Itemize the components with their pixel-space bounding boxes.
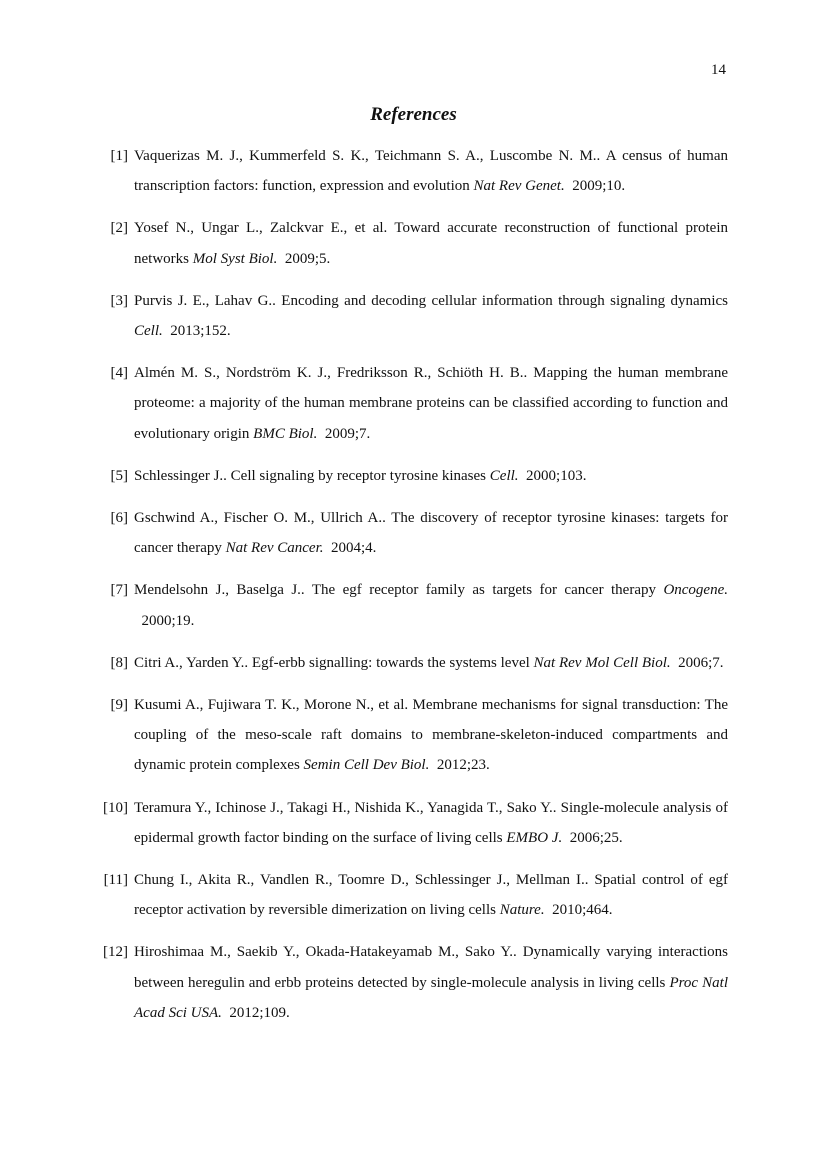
reference-item xyxy=(110,461,728,491)
reference-item xyxy=(110,575,728,635)
reference-journal: Semin Cell Dev Biol. xyxy=(303,757,430,774)
reference-text: Almén M. S., Nordström K. J., Fredriksson R., Schiöth H. B.. Mapping the human membrane proteome: a majority of the human membrane proteins can be classified according to function and evolutionary origin xyxy=(134,365,728,442)
reference-journal: EMBO J. xyxy=(506,829,563,846)
reference-number: [2] xyxy=(110,220,128,237)
reference-year-volume: 2012;109. xyxy=(221,1004,290,1021)
reference-item xyxy=(110,690,728,781)
reference-item xyxy=(103,865,728,925)
reference-text: Chung I., Akita R., Vandlen R., Toomre D., Schlessinger J., Mellman I.. Spatial control of egf receptor activation by reversible dimerization on living cells xyxy=(134,872,728,919)
reference-year-volume: 2000;19. xyxy=(134,612,195,629)
reference-item xyxy=(110,358,728,449)
reference-journal: Nat Rev Cancer. xyxy=(225,540,324,557)
reference-text: Citri A., Yarden Y.. Egf-erbb signalling: towards the systems level xyxy=(134,654,534,671)
reference-item xyxy=(110,648,728,678)
reference-text: Mendelsohn J., Baselga J.. The egf receptor family as targets for cancer therapy xyxy=(134,582,664,599)
reference-number: [4] xyxy=(110,365,128,382)
reference-journal: Cell. xyxy=(134,323,163,340)
reference-text: Purvis J. E., Lahav G.. Encoding and decoding cellular information through signaling dynamics xyxy=(134,292,728,309)
reference-text: Teramura Y., Ichinose J., Takagi H., Nishida K., Yanagida T., Sako Y.. Single-molecule analysis of epidermal growth factor binding on the surface of living cells xyxy=(134,799,728,846)
reference-year-volume: 2012;23. xyxy=(429,757,490,774)
reference-text: Vaquerizas M. J., Kummerfeld S. K., Teichmann S. A., Luscombe N. M.. A census of human transcription factors: function, expression and evolution xyxy=(134,148,728,195)
reference-list xyxy=(103,141,728,1040)
reference-journal: Nat Rev Genet. xyxy=(473,178,565,195)
reference-text: Kusumi A., Fujiwara T. K., Morone N., et al. Membrane mechanisms for signal transduction: The coupling of the meso-scale raft domains to membrane-skeleton-induced compartments and dynamic protein complexes xyxy=(134,697,728,774)
reference-text: Gschwind A., Fischer O. M., Ullrich A.. The discovery of receptor tyrosine kinases: targets for cancer therapy xyxy=(134,510,728,557)
reference-number: [11] xyxy=(103,872,128,889)
reference-number: [7] xyxy=(110,582,128,599)
reference-journal: BMC Biol. xyxy=(253,425,318,442)
reference-journal: Oncogene. xyxy=(663,582,728,599)
reference-number: [9] xyxy=(110,697,128,714)
reference-journal: Proc Natl Acad Sci USA. xyxy=(134,974,728,1021)
reference-item xyxy=(103,937,728,1028)
reference-number: [8] xyxy=(110,654,128,671)
reference-item xyxy=(110,286,728,346)
reference-item xyxy=(110,503,728,563)
reference-year-volume: 2000;103. xyxy=(518,467,587,484)
section-title: References xyxy=(370,104,457,125)
reference-year-volume: 2009;10. xyxy=(564,178,626,195)
reference-number: [5] xyxy=(110,467,128,484)
reference-journal: Nature. xyxy=(499,902,545,919)
reference-number: [6] xyxy=(110,510,128,527)
reference-year-volume: 2009;5. xyxy=(277,250,331,267)
reference-year-volume: 2013;152. xyxy=(162,323,231,340)
reference-number: [12] xyxy=(103,944,128,961)
reference-number: [3] xyxy=(110,292,128,309)
reference-text: Yosef N., Ungar L., Zalckvar E., et al. Toward accurate reconstruction of functional protein networks xyxy=(134,220,728,267)
reference-number: [10] xyxy=(103,799,128,816)
page-number: 14 xyxy=(711,62,726,78)
reference-number: [1] xyxy=(110,148,128,164)
reference-journal: Mol Syst Biol. xyxy=(192,250,278,267)
reference-year-volume: 2010;464. xyxy=(544,902,613,919)
reference-year-volume: 2006;25. xyxy=(562,829,623,846)
reference-item xyxy=(110,213,728,273)
reference-journal: Nat Rev Mol Cell Biol. xyxy=(533,654,671,671)
reference-year-volume: 2009;7. xyxy=(317,425,371,442)
reference-journal: Cell. xyxy=(489,467,519,484)
reference-year-volume: 2004;4. xyxy=(323,540,377,557)
reference-text: Hiroshimaa M., Saekib Y., Okada-Hatakeyamab M., Sako Y.. Dynamically varying interactions between heregulin and erbb proteins detected by single-molecule analysis in living cells xyxy=(134,944,728,991)
reference-item xyxy=(110,141,728,201)
reference-year-volume: 2006;7. xyxy=(670,654,724,671)
reference-item xyxy=(103,793,728,853)
reference-text: Schlessinger J.. Cell signaling by receptor tyrosine kinases xyxy=(134,467,490,484)
